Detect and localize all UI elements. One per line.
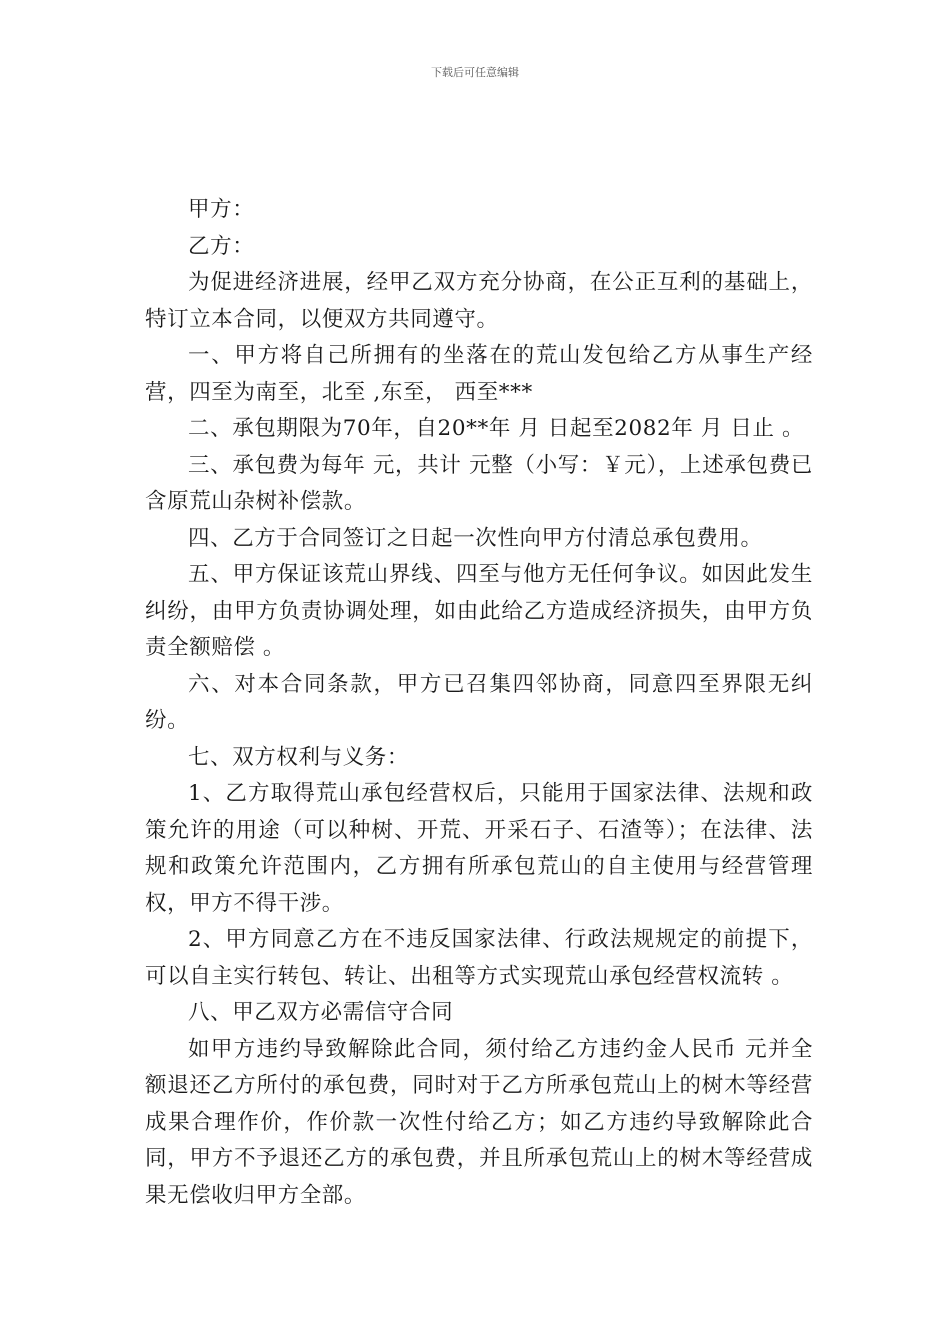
clause-3: 三、承包费为每年 元，共计 元整（小写：￥元），上述承包费已含原荒山杂树补偿款。 <box>145 452 813 514</box>
clause-4: 四、乙方于合同签订之日起一次性向甲方付清总承包费用。 <box>188 525 763 551</box>
clause-6: 六、对本合同条款，甲方已召集四邻协商，同意四至界限无纠纷。 <box>145 671 813 733</box>
contract-body <box>145 192 813 1214</box>
preamble-paragraph: 为促进经济进展，经甲乙双方充分协商，在公正互利的基础上，特订立本合同，以便双方共同遵守。 <box>145 270 813 332</box>
clause-2: 二、承包期限为70年，自20**年 月 日起至2082年 月 日止 。 <box>188 416 805 441</box>
clause-1: 一、甲方将自己所拥有的坐落在的荒山发包给乙方从事生产经营，四至为南至，北至 ,东至， 西至*** <box>145 343 813 405</box>
clause-8-heading: 八、甲乙双方必需信守合同 <box>188 1000 454 1025</box>
party-a-line: 甲方： <box>188 197 255 222</box>
clause-7-heading: 七、双方权利与义务： <box>188 744 410 770</box>
clause-7-item-1: 1、乙方取得荒山承包经营权后，只能用于国家法律、法规和政策允许的用途（可以种树、开荒、开采石子、石渣等）；在法律、法规和政策允许范围内，乙方拥有所承包荒山的自主使用与经营管理权，甲方不得干涉。 <box>145 781 813 916</box>
clause-5: 五、甲方保证该荒山界线、四至与他方无任何争议。如因此发生纠纷，由甲方负责协调处理，如由此给乙方造成经济损失，由甲方负责全额赔偿 。 <box>145 562 813 660</box>
clause-8-body: 如甲方违约导致解除此合同，须付给乙方违约金人民币 元并全额退还乙方所付的承包费，同时对于乙方所承包荒山上的树木等经营成果合理作价，作价款一次性付给乙方；如乙方违约导致解除此合同，甲方不予退还乙方的承包费，并且所承包荒山上的树木等经营成果无偿收归甲方全部。 <box>145 1036 813 1208</box>
party-b-line: 乙方： <box>188 233 255 259</box>
page-header-note: 下载后可任意编辑 <box>431 66 519 79</box>
clause-7-item-2: 2、甲方同意乙方在不违反国家法律、行政法规规定的前提下，可以自主实行转包、转让、出租等方式实现荒山承包经营权流转 。 <box>145 927 813 989</box>
